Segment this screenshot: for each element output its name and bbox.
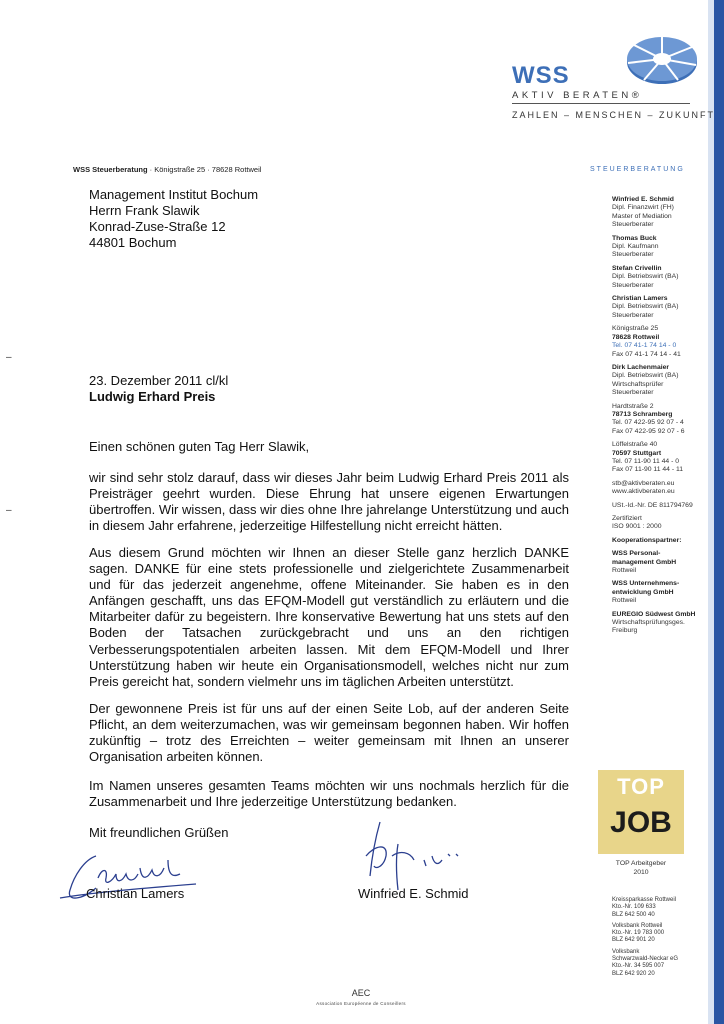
partner-block bbox=[612, 295, 707, 320]
coop-partner-city: Rottweil bbox=[612, 567, 637, 575]
bank-account: Kto.-Nr. 109 633 bbox=[612, 904, 656, 911]
closing-phrase: Mit freundlichen Grüßen bbox=[89, 825, 229, 840]
coop-partner-desc: Wirtschaftsprüfungsges. bbox=[612, 619, 685, 627]
cert-label: Zertifiziert bbox=[612, 515, 642, 522]
partner-title: Wirtschaftsprüfer bbox=[612, 380, 664, 388]
bank-block bbox=[612, 897, 707, 919]
web-link[interactable]: www.aktivberaten.eu bbox=[612, 488, 675, 496]
office-phone: Tel. 07 422-95 92 07 - 4 bbox=[612, 419, 684, 427]
cert-standard: ISO 9001 : 2000 bbox=[612, 523, 662, 531]
recipient-address bbox=[89, 187, 258, 251]
partner-title: Steuerberater bbox=[612, 251, 654, 259]
bank-name: Volksbank bbox=[612, 948, 640, 955]
contact-block bbox=[612, 480, 707, 497]
office-phone: Tel. 07 11-90 11 44 - 0 bbox=[612, 457, 680, 465]
bank-account: Kto.-Nr. 19 783 000 bbox=[612, 930, 665, 937]
partner-block bbox=[612, 235, 707, 260]
logo-subline: ZAHLEN – MENSCHEN – ZUKUNFT bbox=[512, 110, 716, 120]
email-link[interactable]: stb@aktivberaten.eu bbox=[612, 479, 675, 487]
wss-logo-disc-icon bbox=[626, 32, 698, 92]
page-edge-bar bbox=[714, 0, 724, 1024]
coop-partner bbox=[612, 580, 707, 605]
office-block bbox=[612, 441, 707, 475]
recipient-line: Konrad-Zuse-Straße 12 bbox=[89, 219, 226, 234]
partner-name: Dirk Lachenmaier bbox=[612, 363, 670, 371]
logo-divider bbox=[512, 103, 690, 104]
greeting: Einen schönen guten Tag Herr Slawik, bbox=[89, 439, 310, 454]
bank-block bbox=[612, 923, 707, 945]
office-city: 70597 Stuttgart bbox=[612, 449, 662, 457]
top-job-badge bbox=[598, 770, 684, 854]
partner-title: Steuerberater bbox=[612, 221, 654, 229]
partner-block bbox=[612, 265, 707, 290]
coop-partner-city: Rottweil bbox=[612, 597, 637, 605]
bank-code: BLZ 642 901 20 bbox=[612, 937, 655, 944]
bank-account: Kto.-Nr. 34 595 007 bbox=[612, 963, 665, 970]
subject-line: Ludwig Erhard Preis bbox=[89, 389, 216, 404]
office-city: 78713 Schramberg bbox=[612, 410, 673, 418]
coop-partner-name: WSS Unternehmens- bbox=[612, 580, 680, 588]
office-block bbox=[612, 325, 707, 359]
partner-title: Dipl. Betriebswirt (BA) bbox=[612, 273, 679, 281]
signature-schmid-icon bbox=[352, 816, 472, 896]
logo-tagline: AKTIV BERATEN® bbox=[512, 90, 643, 101]
coop-partner-name: EUREGIO Südwest GmbH bbox=[612, 610, 696, 618]
badge-job-text: JOB bbox=[610, 806, 672, 839]
partner-title: Steuerberater bbox=[612, 311, 654, 319]
aec-logo: AEC bbox=[351, 988, 371, 998]
office-street: Hardtstraße 2 bbox=[612, 402, 654, 410]
partner-block bbox=[612, 364, 707, 398]
office-fax: Fax 07 41-1 74 14 - 41 bbox=[612, 350, 681, 358]
sender-firm: WSS Steuerberatung bbox=[73, 165, 148, 174]
office-fax: Fax 07 422-95 92 07 - 6 bbox=[612, 427, 685, 435]
bank-name: Kreissparkasse Rottweil bbox=[612, 897, 677, 903]
sender-line bbox=[73, 165, 261, 174]
partner-title: Steuerberater bbox=[612, 389, 654, 397]
bank-code: BLZ 642 500 40 bbox=[612, 911, 655, 918]
partner-title: Master of Mediation bbox=[612, 212, 672, 220]
partner-title: Dipl. Finanzwirt (FH) bbox=[612, 204, 674, 212]
signatory-right: Winfried E. Schmid bbox=[358, 886, 469, 901]
badge-caption-line: TOP Arbeitgeber bbox=[615, 860, 667, 867]
body-paragraph: Im Namen unseres gesamten Teams möchten wir uns nochmals herzlich für die Zusammenarbeit und Ihre jederzeitige Unterstützung bedanken. bbox=[89, 778, 569, 810]
badge-caption-year: 2010 bbox=[633, 868, 649, 876]
partner-name: Thomas Buck bbox=[612, 234, 657, 242]
office-phone: Tel. 07 41-1 74 14 - 0 bbox=[612, 342, 677, 350]
bank-details bbox=[612, 897, 707, 982]
aec-subtitle: Association Européenne de Conseillers bbox=[316, 1001, 406, 1006]
coop-partner bbox=[612, 611, 707, 636]
body-paragraph: wir sind sehr stolz darauf, dass wir dieses Jahr beim Ludwig Erhard Preis 2011 als Preisträger geehrt wurden. Diese Ehrung hat unsere eigenen Erwartungen übertroffen. Wir wissen, dass wir dies ohne Ihre jahrelange Unterstützung und auch in diesem Jahr erfahrene, jederzeitige Hilfestellung nicht erreicht hätten. bbox=[89, 470, 569, 534]
sidebar-partners bbox=[612, 196, 707, 641]
logo-wordmark: WSS bbox=[512, 62, 570, 89]
recipient-line: Management Institut Bochum bbox=[89, 187, 259, 202]
body-paragraph: Der gewonnene Preis ist für uns auf der einen Seite Lob, auf der anderen Seite Pflicht, an dem weiterzumachen, was wir gemeinsam begonnen haben. Wir hoffen zukünftig – trotz des Erreichten – weiter gemeinsam mit Ihnen an unserer Organisation arbeiten können. bbox=[89, 701, 569, 765]
office-block bbox=[612, 403, 707, 437]
cooperation-heading: Kooperationspartner: bbox=[612, 536, 682, 544]
bank-name: Volksbank Rottweil bbox=[612, 922, 663, 929]
certification bbox=[612, 515, 707, 532]
office-street: Königstraße 25 bbox=[612, 325, 659, 333]
fold-mark: – bbox=[6, 505, 12, 516]
recipient-line: Herrn Frank Slawik bbox=[89, 203, 200, 218]
recipient-line: 44801 Bochum bbox=[89, 235, 177, 250]
office-fax: Fax 07 11-90 11 44 - 11 bbox=[612, 466, 684, 474]
bank-code: BLZ 642 920 20 bbox=[612, 970, 655, 977]
partner-title: Dipl. Kaufmann bbox=[612, 243, 659, 251]
body-paragraph: Aus diesem Grund möchten wir Ihnen an dieser Stelle ganz herzlich DANKE sagen. DANKE für eine stets professionelle und zielgerichtete Zusammenarbeit und für das jederzeit angenehme, offene Miteinander. Sie haben es in den Anfängen geschafft, uns das EFQM-Modell gut verständlich zu erläutern und die Mitarbeiter dafür zu begeistern. Ihre konservative Bewertung hat uns stets auf den Boden der Tatsachen zurückgebracht und uns an den richtigen Verbesserungspotentialen arbeiten lassen. Mit dem EFQM-Modell und Ihrer Unterstützung haben wir heute ein Organisationsmodell, welches nicht nur zum Preis gereicht hat, sondern vielmehr uns im täglichen Arbeiten unterstützt. bbox=[89, 545, 569, 689]
badge-top-text: TOP bbox=[617, 774, 665, 799]
office-city: 78628 Rottweil bbox=[612, 333, 660, 341]
partner-block bbox=[612, 196, 707, 230]
coop-partner bbox=[612, 550, 707, 575]
office-street: Löffelstraße 40 bbox=[612, 441, 658, 449]
vat-id: USt.-Id.-Nr. DE 811794769 bbox=[612, 501, 693, 509]
partner-name: Stefan Crivellin bbox=[612, 264, 662, 272]
partner-name: Winfried E. Schmid bbox=[612, 196, 674, 203]
coop-partner-name: management GmbH bbox=[612, 558, 677, 566]
partner-title: Dipl. Betriebswirt (BA) bbox=[612, 303, 679, 311]
badge-caption bbox=[598, 860, 684, 877]
fold-mark: – bbox=[6, 352, 12, 363]
bank-block bbox=[612, 949, 707, 978]
department-label: STEUERBERATUNG bbox=[590, 166, 685, 173]
bank-name: Schwarzwald-Neckar eG bbox=[612, 956, 679, 963]
signatory-left: Christian Lamers bbox=[86, 886, 185, 901]
coop-partner-name: WSS Personal- bbox=[612, 550, 661, 558]
partner-name: Christian Lamers bbox=[612, 295, 668, 303]
coop-partner-city: Freiburg bbox=[612, 627, 638, 635]
date-line: 23. Dezember 2011 cl/kl bbox=[89, 373, 229, 388]
partner-title: Dipl. Betriebswirt (BA) bbox=[612, 372, 679, 380]
coop-partner-name: entwicklung GmbH bbox=[612, 588, 674, 596]
partner-title: Steuerberater bbox=[612, 281, 654, 289]
sender-address: · Königstraße 25 · 78628 Rottweil bbox=[147, 165, 262, 174]
